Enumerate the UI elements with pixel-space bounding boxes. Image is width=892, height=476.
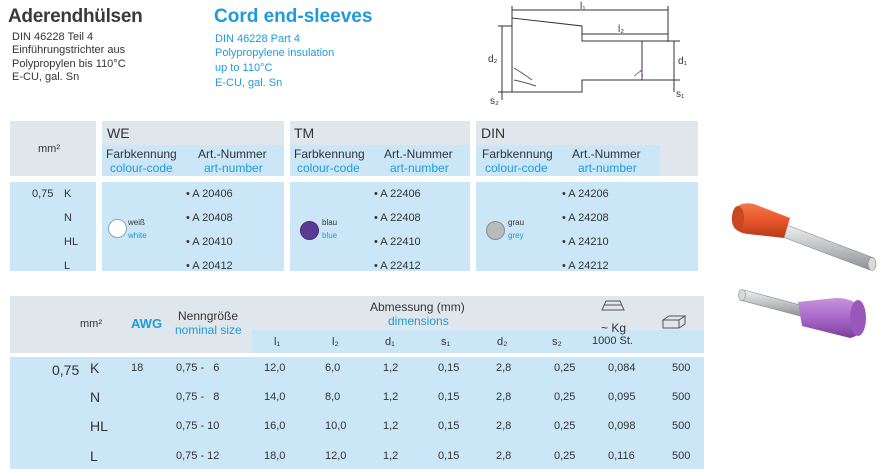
row-nominal: 0,75 - 12 bbox=[176, 450, 220, 462]
s1-label: s₁ bbox=[676, 89, 685, 100]
de-spec-line: DIN 46228 Teil 4 bbox=[12, 31, 94, 43]
color-name-en: blue bbox=[322, 231, 338, 240]
weight-per: 1000 St. bbox=[592, 335, 633, 347]
col-l2: l₂ bbox=[332, 336, 339, 348]
article-number: • A 20408 bbox=[186, 212, 233, 224]
article-number: • A 20412 bbox=[186, 260, 233, 272]
row-code: N bbox=[90, 389, 101, 405]
row-l1: 16,0 bbox=[264, 420, 286, 432]
row-awg: 18 bbox=[131, 362, 144, 374]
article-number: • A 22406 bbox=[374, 188, 421, 200]
column-divider bbox=[284, 121, 290, 271]
row-weight: 0,116 bbox=[608, 450, 635, 462]
awg-header: AWG bbox=[131, 316, 163, 331]
row-nominal: 0,75 - 6 bbox=[176, 362, 220, 374]
de-title: Aderendhülsen bbox=[8, 6, 143, 27]
row-l1: 18,0 bbox=[264, 450, 286, 462]
group-din-title: DIN bbox=[481, 125, 506, 141]
row-d2: 2,8 bbox=[496, 362, 512, 374]
row-s2: 0,25 bbox=[554, 362, 576, 374]
unit-mm2: mm² bbox=[80, 318, 102, 330]
colour-code-en: colour-code bbox=[485, 161, 548, 175]
de-spec-line: Einführungstrichter aus bbox=[12, 44, 126, 56]
row-nominal: 0,75 - 10 bbox=[176, 420, 220, 432]
row-l2: 12,0 bbox=[325, 450, 347, 462]
row-code: HL bbox=[90, 418, 108, 434]
row-nominal: 0,75 - 8 bbox=[176, 391, 220, 403]
en-spec-line: up to 110°C bbox=[215, 62, 273, 74]
colour-code-de: Farbkennung bbox=[482, 147, 553, 161]
row-d2: 2,8 bbox=[496, 391, 512, 403]
l1-label: l₁ bbox=[580, 1, 586, 12]
col-s1: s₁ bbox=[441, 336, 451, 348]
group-we-title: WE bbox=[107, 125, 130, 141]
row-d1: 1,2 bbox=[383, 450, 399, 462]
article-number: • A 24210 bbox=[562, 236, 609, 248]
color-name-de: grau bbox=[508, 218, 525, 227]
size-code: L bbox=[64, 260, 71, 272]
article-number: • A 22412 bbox=[374, 260, 421, 272]
row-code: K bbox=[90, 360, 100, 376]
size-code: N bbox=[64, 212, 72, 224]
article-number: • A 22408 bbox=[374, 212, 421, 224]
row-weight: 0,095 bbox=[608, 391, 636, 403]
s2-label: s₂ bbox=[490, 96, 499, 107]
row-weight: 0,098 bbox=[608, 420, 636, 432]
row-s2: 0,25 bbox=[554, 391, 576, 403]
column-divider bbox=[96, 121, 102, 271]
color-name-de: weiß bbox=[128, 218, 145, 227]
art-number-de: Art.-Nummer bbox=[198, 147, 267, 161]
article-number: • A 24208 bbox=[562, 212, 609, 224]
blue-color-swatch bbox=[300, 221, 319, 240]
row-l2: 10,0 bbox=[325, 420, 347, 432]
row-l1: 12,0 bbox=[264, 362, 286, 374]
colour-code-de: Farbkennung bbox=[106, 147, 177, 161]
d1-label: d₁ bbox=[678, 56, 687, 67]
grey-color-swatch bbox=[486, 221, 505, 240]
color-name-en: grey bbox=[508, 231, 524, 240]
article-number: • A 24206 bbox=[562, 188, 609, 200]
row-l2: 8,0 bbox=[325, 391, 341, 403]
row-d1: 1,2 bbox=[383, 420, 399, 432]
row-s1: 0,15 bbox=[438, 420, 460, 432]
dimensions-en: dimensions bbox=[388, 314, 449, 328]
colour-code-de: Farbkennung bbox=[294, 147, 365, 161]
unit-mm2: mm² bbox=[38, 143, 60, 155]
package-box-icon bbox=[660, 314, 688, 330]
row-code: L bbox=[90, 448, 98, 464]
art-number-en: art-number bbox=[578, 161, 637, 175]
row-pack-qty: 500 bbox=[672, 391, 691, 403]
red-sleeve-photo bbox=[724, 196, 890, 282]
row-d1: 1,2 bbox=[383, 362, 399, 374]
row-d2: 2,8 bbox=[496, 450, 512, 462]
en-spec-line: E-CU, gal. Sn bbox=[215, 77, 283, 89]
col-l1: l₁ bbox=[274, 336, 281, 348]
article-number: • A 24212 bbox=[562, 260, 609, 272]
weight-unit: ~ Kg bbox=[601, 321, 627, 335]
dimension-subheader-band bbox=[252, 330, 704, 353]
weight-icon bbox=[598, 298, 628, 312]
d2-label: d₂ bbox=[488, 54, 498, 65]
size-code: K bbox=[64, 188, 72, 200]
row-l1: 14,0 bbox=[264, 391, 286, 403]
row-l2: 6,0 bbox=[325, 362, 341, 374]
row-divider bbox=[10, 176, 698, 182]
row-pack-qty: 500 bbox=[672, 450, 691, 462]
nominal-size-de: Nenngröße bbox=[178, 309, 239, 323]
violet-sleeve-photo bbox=[736, 284, 886, 344]
art-number-en: art-number bbox=[390, 161, 449, 175]
art-number-de: Art.-Nummer bbox=[572, 147, 641, 161]
row-s1: 0,15 bbox=[438, 450, 460, 462]
col-d1: d₁ bbox=[385, 336, 395, 348]
de-spec-line: Polypropylen bis 110°C bbox=[12, 58, 126, 70]
dimensions-de: Abmessung (mm) bbox=[370, 300, 465, 314]
en-title: Cord end-sleeves bbox=[214, 6, 373, 27]
row-s1: 0,15 bbox=[438, 391, 460, 403]
colour-code-en: colour-code bbox=[297, 161, 360, 175]
row-s2: 0,25 bbox=[554, 450, 576, 462]
color-name-de: blau bbox=[322, 218, 338, 227]
article-number: • A 20410 bbox=[186, 236, 233, 248]
size-code: HL bbox=[64, 236, 79, 248]
col-s2: s₂ bbox=[552, 336, 562, 348]
colour-code-en: colour-code bbox=[110, 161, 173, 175]
nominal-size-en: nominal size bbox=[175, 323, 242, 337]
de-spec-line: E-CU, gal. Sn bbox=[12, 71, 80, 83]
art-number-de: Art.-Nummer bbox=[384, 147, 453, 161]
row-s2: 0,25 bbox=[554, 420, 576, 432]
row-weight: 0,084 bbox=[608, 362, 636, 374]
white-color-swatch bbox=[108, 219, 127, 238]
row-mm2: 0,75 bbox=[52, 362, 80, 378]
color-name-en: white bbox=[128, 231, 147, 240]
column-divider bbox=[470, 121, 476, 271]
row-d2: 2,8 bbox=[496, 420, 512, 432]
row-s1: 0,15 bbox=[438, 362, 460, 374]
row-pack-qty: 500 bbox=[672, 420, 691, 432]
group-tm-title: TM bbox=[294, 125, 315, 141]
en-spec-line: DIN 46228 Part 4 bbox=[215, 33, 300, 45]
row-d1: 1,2 bbox=[383, 391, 399, 403]
sleeve-dimension-diagram bbox=[484, 0, 694, 108]
en-spec-line: Polypropylene insulation bbox=[215, 47, 335, 59]
col-d2: d₂ bbox=[497, 336, 508, 348]
size-mm2: 0,75 bbox=[32, 188, 54, 200]
l2-label: l₂ bbox=[618, 24, 625, 35]
art-number-en: art-number bbox=[204, 161, 263, 175]
row-pack-qty: 500 bbox=[672, 362, 691, 374]
article-number: • A 22410 bbox=[374, 236, 421, 248]
table2-body-band bbox=[10, 357, 704, 469]
article-number: • A 20406 bbox=[186, 188, 233, 200]
